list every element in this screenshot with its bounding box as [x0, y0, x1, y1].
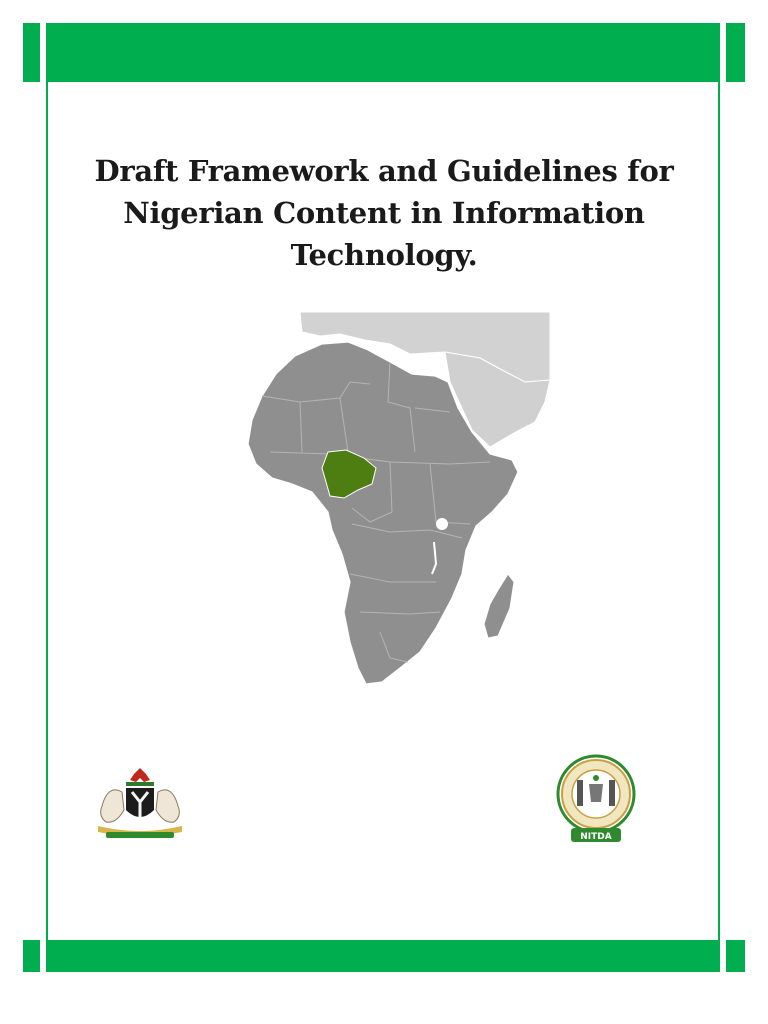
nitda-label: NITDA [580, 832, 612, 842]
title-line-3: Technology. [290, 238, 478, 272]
title-line-1: Draft Framework and Guidelines for [94, 154, 674, 188]
right-border-line [718, 23, 720, 972]
left-border-line [46, 23, 48, 972]
top-right-bar [726, 23, 745, 82]
left-horse [101, 790, 124, 822]
nigeria-coat-of-arms-logo [88, 766, 192, 842]
madagascar [484, 574, 514, 638]
bottom-right-bar [726, 940, 745, 972]
eagle [130, 768, 150, 782]
right-horse [156, 790, 179, 822]
lake-victoria [436, 518, 448, 530]
top-banner [48, 23, 718, 82]
bottom-left-bar [23, 940, 40, 972]
nitda-seal-graphic [551, 754, 641, 846]
africa-map [240, 312, 550, 686]
title-line-2: Nigerian Content in Information [123, 196, 645, 230]
document-title [60, 150, 708, 276]
top-left-bar [23, 23, 40, 82]
bottom-banner [48, 940, 718, 972]
